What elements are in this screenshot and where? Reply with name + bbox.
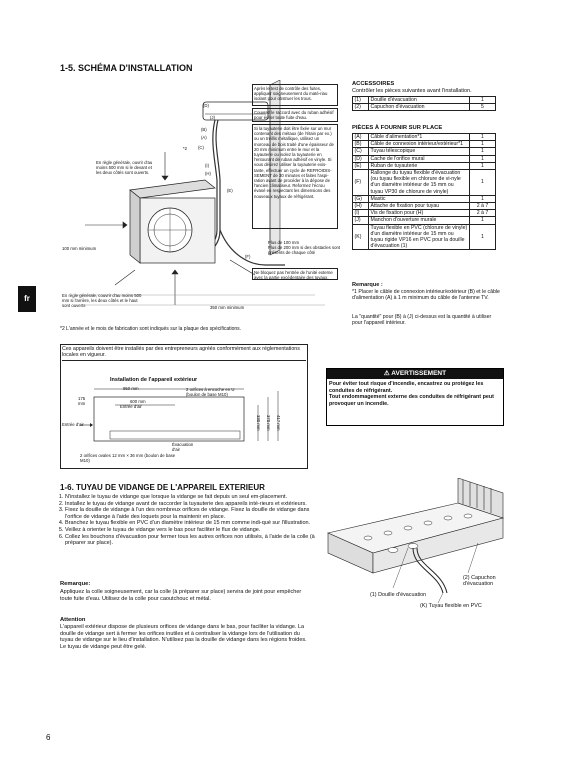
row-name: Attache de fixation pour tuyau bbox=[369, 203, 470, 210]
accessories-table bbox=[352, 96, 496, 111]
row-code: (C) bbox=[353, 148, 369, 155]
part-label-a: (A) bbox=[201, 135, 207, 140]
section-title-installation-diagram: 1-5. SCHÉMA D'INSTALLATION bbox=[60, 63, 193, 73]
dim-417: 417 mm bbox=[276, 415, 282, 431]
part-label-b: (B) bbox=[201, 127, 207, 132]
drain-remark: Appliquez la colle soigneusement, car la colle (à préparer sur place) servira de joint pour empêcher toute fuite d'eau. Utilisez de la colle pour caoutchouc et métal. bbox=[60, 589, 302, 602]
row-qty: 2 à 7 bbox=[470, 203, 496, 210]
warning-line-2: Tout endommagement externe des conduites de réfrigérant peut provoquer un incendie. bbox=[329, 394, 494, 407]
row-qty: 1 bbox=[470, 148, 496, 155]
callout-front-clearance: 350 mm minimum bbox=[210, 305, 245, 310]
row-code: (E) bbox=[353, 162, 369, 169]
row-name: Rallonge du tuyau flexible d'évacuation (ou tuyau flexible en chlorure de vi-nyle d'un diamètre intérieur de 15 mm ou tuyau VP30 de chlorure de vinyle) bbox=[369, 170, 470, 196]
table-row bbox=[353, 203, 496, 210]
callout-after-leak-test: Après le test de contrôle des fuites, appliquer soigneusement du maté-riau isolant pour obstruer les trous. bbox=[252, 84, 338, 106]
row-qty: 1 bbox=[470, 162, 496, 169]
row-name: Douille d'évacuation bbox=[369, 97, 470, 104]
row-code: (1) bbox=[353, 97, 369, 104]
table-row bbox=[353, 155, 496, 162]
row-qty: 1 bbox=[470, 155, 496, 162]
callout-cover-joint: Couvrez le raccord avec du ruban adhésif pour éviter toute fuite d'eau. bbox=[252, 108, 338, 122]
table-row bbox=[353, 195, 496, 202]
list-item: 3. Fixez la douille de vidange à l'un des nombreux orifices de vidange. Fixez la douille de vidange dans l'orifice de vidange à l'aide des loquets pour la maintenir en place. bbox=[65, 507, 323, 520]
row-code: (H) bbox=[353, 203, 369, 210]
row-qty: 1 bbox=[470, 195, 496, 202]
table-row bbox=[353, 224, 496, 250]
warning-header: ⚠ AVERTISSEMENT bbox=[327, 369, 503, 379]
dim-330: 330 mm bbox=[256, 415, 262, 431]
row-qty: 1 bbox=[470, 217, 496, 224]
row-qty: 1 bbox=[470, 134, 496, 141]
row-qty: 1 bbox=[470, 141, 496, 148]
row-code: (A) bbox=[353, 134, 369, 141]
part-label-c: (C) bbox=[198, 145, 204, 150]
row-name: Tuyau flexible en PVC (chlorure de vinyle) d'un diamètre intérieur de 15 mm ou tuyau rigide VP16 en PVC pour la douille d'évacuation (1) bbox=[369, 224, 470, 250]
warning-box bbox=[326, 368, 504, 426]
row-code: (G) bbox=[353, 195, 369, 202]
list-item: 5. Veillez à orienter le tuyau de vidange vers le bas pour faciliter le flux de vidange. bbox=[65, 527, 323, 534]
callout-rear-clearance: En règle générale, couvrir d'au moins 500 mm si l'arrière, les deux côtés et le haut sont ouverts bbox=[62, 293, 142, 309]
table-row bbox=[353, 217, 496, 224]
outdoor-install-title: Installation de l'appareil extérieur bbox=[110, 377, 198, 383]
label-oval-holes: 2 orifices ovales 12 mm × 36 mm (boulon de base M10) bbox=[80, 453, 176, 464]
dim-370: 370 mm bbox=[266, 415, 272, 431]
row-name: Manchon d'ouverture murale bbox=[369, 217, 470, 224]
parts-quantity-note: La "quantité" pour (B) à (J) ci-dessus est la quantité à utiliser pour l'appareil intérieur. bbox=[352, 314, 492, 327]
row-code: (F) bbox=[353, 170, 369, 196]
callout-right-clearance: Plus de 100 mm Plus de 200 mm si des obstacles sont présents de chaque côté bbox=[268, 240, 341, 256]
part-label-j: (J) bbox=[210, 115, 216, 120]
row-code: (K) bbox=[353, 224, 369, 250]
label-air-inlet-left: Entrée d'air bbox=[62, 422, 84, 427]
callout-top-clearance: En règle générale, ouvrir d'au moins 500 mm si le devant et les deux côtés sont ouverts. bbox=[96, 160, 153, 176]
row-qty: 5 bbox=[470, 104, 496, 111]
part-label-e: (E) bbox=[227, 188, 233, 193]
list-item: 6. Collez les bouchons d'évacuation pour fermer tous les autres orifices non utilisés, à l'aide de la colle (à préparer sur place). bbox=[65, 534, 323, 547]
callout-do-not-block: Ne bloquez pas l'entrée de l'unité externe avec la partie excédentaire des tuyaux. bbox=[252, 268, 338, 280]
label-drain-hose: (K) Tuyau flexible en PVC bbox=[420, 603, 482, 609]
label-drain-cap: (2) Capuchon d'évacuation bbox=[463, 575, 496, 588]
row-code: (J) bbox=[353, 217, 369, 224]
parts-remark-title: Remarque : bbox=[352, 282, 383, 288]
drain-steps-list bbox=[55, 494, 323, 547]
part-label-d: (D) bbox=[203, 103, 209, 108]
dim-600: 600 mm bbox=[130, 399, 146, 404]
label-2: *2 bbox=[183, 146, 188, 151]
row-code: (D) bbox=[353, 155, 369, 162]
row-code: (2) bbox=[353, 104, 369, 111]
parts-table bbox=[352, 133, 496, 250]
row-qty: 1 bbox=[470, 224, 496, 250]
outdoor-unit bbox=[130, 180, 215, 263]
label-air-outlet: Évacuation d'air bbox=[172, 442, 194, 453]
label-air-inlet-top: Entrée d'air bbox=[120, 404, 142, 409]
callout-left-clearance: 100 mm minimum bbox=[62, 246, 97, 251]
attention-text: L'appareil extérieur dispose de plusieurs orifices de vidange dans le bas, pour faciliter la vidange. La douille de vidange sert à fermer les orifices inutiles et à centraliser la vidange lors de l'utilisation du tuyau de vidange sur le lieu d'installation. N'utilisez pas la douille de vidange dans les régions froides. Le tuyau de vidange peut être gelé. bbox=[60, 624, 307, 650]
row-code: (B) bbox=[353, 141, 369, 148]
row-name: Ruban de tuyauterie bbox=[369, 162, 470, 169]
row-qty: 2 à 7 bbox=[470, 210, 496, 217]
table-row bbox=[353, 141, 496, 148]
row-qty: 1 bbox=[470, 170, 496, 196]
callout-long-pipe: Si la tuyauterie doit être fixée sur un mur contenant des métaux (de l'étain par ex.) ou un treillis métallique, utilisez un morceau de bois traité d'une épaisseur de 20 mm minimum entre le mur et la tuyauterie ou isolez la tuyauterie en l'entourant de ruban adhésif en vinyle. Si vous désirez utiliser la tuyauterie exis-tante, effectuer un cycle de REFROIDIS-SEMENT de 30 minutes et faites l'aspi-ration avant de procéder à la dépose de l'ancien climatiseur. Reformez l'écrou évasé en respectant les dimensions des nouveaux tuyaux de réfrigérant. bbox=[252, 124, 338, 229]
dim-175: 175 mm bbox=[78, 396, 86, 407]
parts-title: PIÈCES À FOURNIR SUR PLACE bbox=[352, 125, 443, 131]
table-row bbox=[353, 134, 496, 141]
part-label-i: (I) bbox=[205, 163, 210, 168]
table-row bbox=[353, 210, 496, 217]
label-u-slots: 2 orifices à encoche en U (boulon de base M10) bbox=[186, 387, 235, 398]
row-name: Capuchon d'évacuation bbox=[369, 104, 470, 111]
table-row bbox=[353, 97, 496, 104]
accessories-title: ACCESSOIRES bbox=[352, 81, 395, 87]
list-item: 2. Installez le tuyau de vidange avant de raccorder la tuyauterie des appareils inté-rieurs et extérieurs. bbox=[65, 501, 323, 508]
row-code: (I) bbox=[353, 210, 369, 217]
drain-remark-title: Remarque: bbox=[60, 581, 91, 587]
footnote-manufacture-date: *2 L'année et le mois de fabrication sont indiqués sur la plaque des spécifications. bbox=[60, 326, 242, 332]
row-name: Vis de fixation pour (H) bbox=[369, 210, 470, 217]
part-label-f: (F) bbox=[245, 254, 251, 259]
row-name: Câble d'alimentation*1 bbox=[369, 134, 470, 141]
section-title-drain-pipe: 1-6. TUYAU DE VIDANGE DE L'APPAREIL EXTERIEUR bbox=[60, 483, 265, 492]
attention-title: Attention bbox=[60, 617, 86, 623]
dim-950: 950 mm bbox=[123, 386, 139, 391]
language-tab: fr bbox=[18, 286, 36, 312]
table-row bbox=[353, 148, 496, 155]
parts-remark: *1 Placer le câble de connexion intérieur/extérieur (B) et le câble d'alimentation (A) à 1 m minimum du câble de l'antenne TV. bbox=[352, 289, 500, 302]
table-row bbox=[353, 162, 496, 169]
page-number: 6 bbox=[46, 733, 51, 742]
row-name: Tuyau télescopique bbox=[369, 148, 470, 155]
table-row bbox=[353, 104, 496, 111]
list-item: 1. N'installez le tuyau de vidange que lorsque la vidange se fait depuis un seul em-placement. bbox=[65, 494, 323, 501]
installer-notice: Ces appareils doivent être installés par des entrepreneurs agréés conformément aux réglementations locales en vigueur. bbox=[62, 346, 306, 361]
row-name: Cache de l'orifice mural bbox=[369, 155, 470, 162]
row-qty: 1 bbox=[470, 97, 496, 104]
list-item: 4. Branchez le tuyau flexible en PVC d'un diamètre intérieur de 15 mm comme indi-qué sur l'illustration. bbox=[65, 520, 323, 527]
accessories-intro: Contrôler les pièces suivantes avant l'installation. bbox=[352, 88, 472, 94]
table-row bbox=[353, 170, 496, 196]
label-drain-socket: (1) Douille d'évacuation bbox=[370, 592, 427, 598]
row-name: Mastic bbox=[369, 195, 470, 202]
warning-line-1: Pour éviter tout risque d'incendie, encastrez ou protégez les conduites de réfrigérant. bbox=[329, 381, 484, 394]
row-name: Câble de connexion intérieur/extérieur*1 bbox=[369, 141, 470, 148]
part-label-h: (H) bbox=[205, 171, 211, 176]
